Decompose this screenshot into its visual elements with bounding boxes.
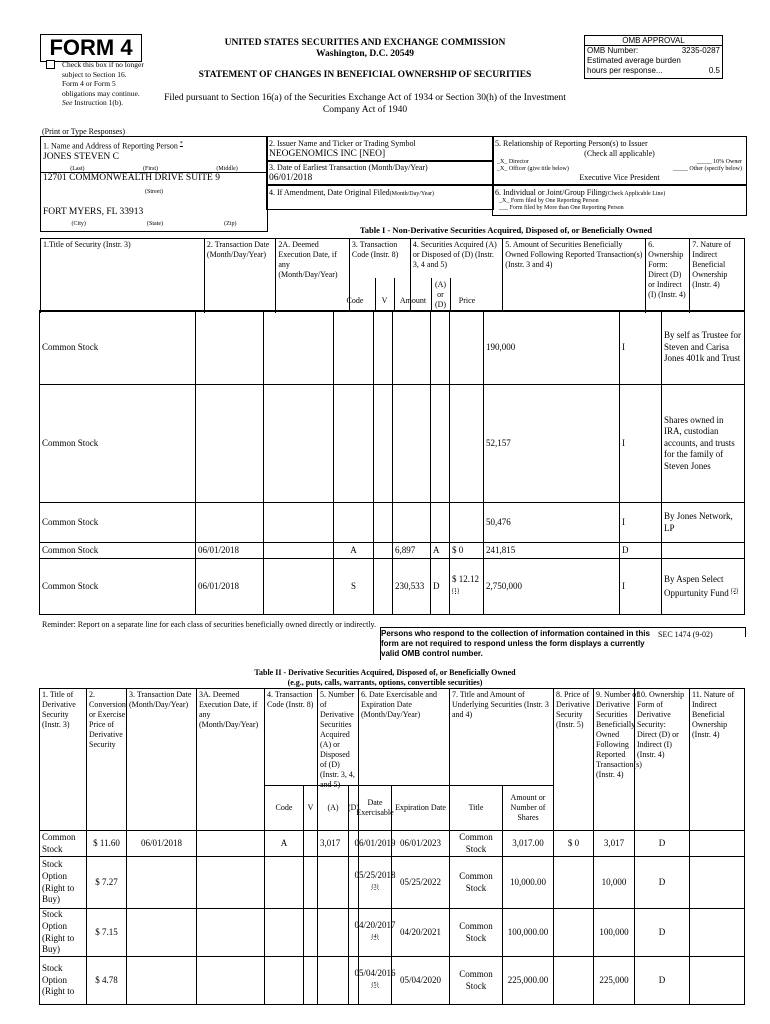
t2-deriv-price: $ 0 <box>553 830 594 857</box>
t2-owned: 225,000 <box>593 956 635 1005</box>
t1-form: I <box>619 502 662 543</box>
t1-nature: By Aspen Select Oppurtunity Fund $^{(2)}$ <box>661 558 745 615</box>
t1-owned: 50,476 <box>483 502 620 543</box>
t2-h-v: V <box>303 785 318 831</box>
other-check[interactable]: _____ Other (specify below) <box>672 166 742 172</box>
t1-deemed <box>263 310 334 385</box>
officer-title: Executive Vice President <box>579 173 660 182</box>
t2-title: Stock Option (Right to Buy) <box>39 908 87 957</box>
box5-sub: (Check all applicable) <box>584 149 655 158</box>
t1-code: S <box>333 558 374 615</box>
t1-aord: D <box>430 558 450 615</box>
t1-date <box>195 502 264 543</box>
t1-aord <box>430 502 450 543</box>
t2-title: Stock Option (Right to <box>39 956 87 1005</box>
table-row <box>40 909 745 957</box>
t1-form: I <box>619 558 662 615</box>
t2-nature <box>689 956 745 1005</box>
t2-underlying: Common Stock <box>449 908 503 957</box>
box-issuer <box>266 136 494 162</box>
omb-notice: Persons who respond to the collection of information contained in this form are not required to respond unless the form displays a currently valid OMB control number. <box>381 629 650 658</box>
t1-aord: A <box>430 542 450 559</box>
t2-v <box>303 856 318 909</box>
reporting-address: 12701 COMMONWEALTH DRIVE SUITE 9 <box>43 172 220 183</box>
t1-nature: By Jones Network, LP <box>661 502 745 543</box>
t2-nature <box>689 908 745 957</box>
more-person-option[interactable]: ___ Form filed by More than One Reporting Person <box>499 205 624 211</box>
t2-acquired: 3,017 <box>317 830 349 857</box>
t2-code: A <box>264 830 304 857</box>
t1-v <box>373 542 393 559</box>
t2-date <box>126 956 197 1005</box>
t2-h-code: Code <box>264 785 304 831</box>
box1-label: 1. Name and Address of Reporting Person * <box>43 141 183 151</box>
box5-label: 5. Relationship of Reporting Person(s) to Issuer <box>495 139 648 148</box>
box3-label: 3. Date of Earliest Transaction (Month/Day/Year) <box>269 163 428 172</box>
t1-h-price: Price <box>458 296 476 305</box>
t2-h-c6: 6. Date Exercisable and Expiration Date (Month/Day/Year) <box>358 688 450 786</box>
t2-h-a: (A) <box>317 785 349 831</box>
t2-underlying: Common Stock <box>449 856 503 909</box>
street-label: (Street) <box>145 188 163 195</box>
t1-amount: 230,533 <box>392 558 431 615</box>
t2-underlying: Common Stock <box>449 830 503 857</box>
t1-h-amount-owned: 5. Amount of Securities Beneficially Owned Following Reported Transaction(s) (Instr. 3 and 4) <box>503 239 646 312</box>
table-row <box>40 503 745 543</box>
reminder-text: Reminder: Report on a separate line for each class of securities beneficially owned directly or indirectly. <box>42 620 377 629</box>
t1-title: Common Stock <box>39 542 196 559</box>
agency-location: Washington, D.C. 20549 <box>316 49 414 59</box>
t2-expiration: 05/25/2022 <box>391 856 450 909</box>
reporting-city-state: FORT MYERS, FL 33913 <box>43 206 144 217</box>
form-title: FORM 4 <box>40 34 142 62</box>
omb-approval-box <box>584 35 723 79</box>
issuer-name: NEOGENOMICS INC [NEO] <box>269 149 386 159</box>
box-earliest-date <box>266 160 494 186</box>
sec-code: SEC 1474 (9-02) <box>658 630 713 639</box>
box6-label: 6. Individual or Joint/Group Filing(Check Applicable Line) <box>495 188 666 197</box>
t1-nature: Shares owned in IRA, custodian accounts, and trusts for the family of Steven Jones <box>661 384 745 503</box>
t2-expiration: 04/20/2021 <box>391 908 450 957</box>
t2-h-exp: Expiration Date <box>391 785 450 831</box>
t2-v <box>303 830 318 857</box>
t2-acquired <box>317 908 349 957</box>
t2-owned: 3,017 <box>593 830 635 857</box>
t2-title: Common Stock <box>39 830 87 857</box>
t2-h-c4: 4. Transaction Code (Instr. 8) <box>264 688 318 786</box>
t1-title: Common Stock <box>39 502 196 543</box>
t1-h-code-sub: Code <box>346 296 364 305</box>
t1-title: Common Stock <box>39 558 196 615</box>
t1-form: I <box>619 384 662 503</box>
t2-h-title: Title <box>449 785 503 831</box>
table-row <box>40 385 745 503</box>
t1-v <box>373 384 393 503</box>
t1-date <box>195 384 264 503</box>
omb-number-label: OMB Number: <box>587 46 639 55</box>
table-row <box>40 957 745 1005</box>
t2-code <box>264 856 304 909</box>
t1-aord <box>430 310 450 385</box>
t2-h-date_ex: Date Exercisable <box>358 785 392 831</box>
t1-v <box>373 310 393 385</box>
t1-nature: By self as Trustee for Steven and Carisa Jones 401k and Trust <box>661 310 745 385</box>
t1-h-aord: (A) or (D) <box>434 280 447 309</box>
filed-pursuant: Filed pursuant to Section 16(a) of the Securities Exchange Act of 1934 or Section 30(h) of the Investment Company Act of 1940 <box>164 93 566 115</box>
t2-amount: 100,000.00 <box>502 908 554 957</box>
t1-owned: 52,157 <box>483 384 620 503</box>
footnote-ref[interactable]: (5) <box>371 981 379 988</box>
t1-deemed <box>263 558 334 615</box>
table-row <box>40 311 745 385</box>
t2-deemed <box>196 856 265 909</box>
t1-date: 06/01/2018 <box>195 558 264 615</box>
t2-nature <box>689 830 745 857</box>
footnote-ref[interactable]: (3) <box>371 883 379 890</box>
t2-v <box>303 956 318 1005</box>
table2 <box>40 689 745 1023</box>
t1-code <box>333 310 374 385</box>
t1-form: D <box>619 542 662 559</box>
reporting-person-name: JONES STEVEN C <box>43 151 120 162</box>
t2-nature <box>689 856 745 909</box>
box-relationship <box>492 136 747 186</box>
table2-subtitle: (e.g., puts, calls, warrants, options, convertible securities) <box>287 678 483 687</box>
t2-title: Stock Option (Right to Buy) <box>39 856 87 909</box>
t1-h-code: 3. Transaction Code (Instr. 8) <box>349 239 410 312</box>
hours-label: hours per response... <box>587 66 663 75</box>
t2-form: D <box>634 956 690 1005</box>
t1-owned: 2,750,000 <box>483 558 620 615</box>
t2-owned: 10,000 <box>593 856 635 909</box>
table1-title: Table I - Non-Derivative Securities Acquired, Disposed of, or Beneficially Owned <box>359 225 653 235</box>
omb-number-value: 3235-0287 <box>681 46 720 55</box>
city-field-labels: (City) (State) (Zip) <box>71 220 237 227</box>
t1-price <box>449 384 484 503</box>
agency-name: UNITED STATES SECURITIES AND EXCHANGE COMMISSION <box>224 38 506 48</box>
t1-h-acquired: 4. Securities Acquired (A) or Disposed of (D) (Instr. 3, 4 and 5) <box>410 239 502 312</box>
t1-code: A <box>333 542 374 559</box>
t1-owned: 241,815 <box>483 542 620 559</box>
t2-date <box>126 856 197 909</box>
t2-deriv-price <box>553 908 594 957</box>
table-row <box>40 543 745 559</box>
checkbox-text: Check this box if no longer subject to Section 16. Form 4 or Form 5 obligations may continue. See Instruction 1(b). <box>62 60 144 107</box>
box4-label: 4. If Amendment, Date Original Filed(Month/Day/Year) <box>269 188 435 197</box>
t1-price <box>449 310 484 385</box>
t2-date <box>126 908 197 957</box>
t2-acquired <box>317 856 349 909</box>
box-joint-filing <box>492 184 747 216</box>
t1-amount <box>392 502 431 543</box>
statement-title: STATEMENT OF CHANGES IN BENEFICIAL OWNERSHIP OF SECURITIES <box>198 70 532 80</box>
t2-h-c7: 7. Title and Amount of Underlying Securities (Instr. 3 and 4) <box>449 688 554 786</box>
footnote-ref[interactable]: (4) <box>371 933 379 940</box>
t2-deriv-price <box>553 856 594 909</box>
table-row <box>40 559 745 615</box>
t2-h-c5: 5. Number of Derivative Securities Acquired (A) or Disposed of (D) (Instr. 3, 4, and 5) <box>317 688 359 831</box>
t1-h-ownership-form: 6. Ownership Form: Direct (D) or Indirect (I) (Instr. 4) <box>646 239 690 312</box>
t1-h-nature: 7. Nature of Indirect Beneficial Ownership (Instr. 4) <box>690 239 745 312</box>
t1-h-v: V <box>381 296 388 305</box>
box-reporting-person <box>40 136 268 232</box>
t1-deemed <box>263 542 334 559</box>
t2-deemed <box>196 830 265 857</box>
t1-amount: 6,897 <box>392 542 431 559</box>
footnote-ref[interactable]: (1) <box>452 587 459 594</box>
director-check[interactable]: _X_ Director <box>497 159 529 165</box>
t1-date: 06/01/2018 <box>195 542 264 559</box>
t1-title: Common Stock <box>39 310 196 385</box>
t2-code <box>264 908 304 957</box>
t1-price: $ 0 <box>449 542 484 559</box>
t2-price: $ 7.27 <box>86 856 127 909</box>
t2-exercisable: 06/01/2019 <box>358 830 392 857</box>
t1-v <box>373 502 393 543</box>
burden-label: Estimated average burden <box>587 56 681 65</box>
t2-h-c3: 3. Transaction Date (Month/Day/Year) <box>126 688 197 831</box>
t1-form: I <box>619 310 662 385</box>
one-person-option[interactable]: _X_ Form filed by One Reporting Person <box>499 198 599 204</box>
footnote-ref[interactable]: (2) <box>731 587 739 594</box>
t2-deemed <box>196 908 265 957</box>
t1-amount <box>392 310 431 385</box>
t1-title: Common Stock <box>39 384 196 503</box>
t2-form: D <box>634 856 690 909</box>
t1-deemed <box>263 502 334 543</box>
t1-nature <box>661 542 745 559</box>
t2-deriv-price <box>553 956 594 1005</box>
t2-form: D <box>634 830 690 857</box>
t2-date: 06/01/2018 <box>126 830 197 857</box>
t2-h-c11: 11. Nature of Indirect Beneficial Ownership (Instr. 4) <box>689 688 745 831</box>
t2-price: $ 11.60 <box>86 830 127 857</box>
t1-owned: 190,000 <box>483 310 620 385</box>
t2-deemed <box>196 956 265 1005</box>
t1-h-title: 1.Title of Security (Instr. 3) <box>41 239 205 312</box>
t1-aord <box>430 384 450 503</box>
t2-h-c2: 2. Conversion or Exercise Price of Derivative Security <box>86 688 127 831</box>
t1-code <box>333 502 374 543</box>
t2-amount: 225,000.00 <box>502 956 554 1005</box>
ten-pct-check[interactable]: _____ 10% Owner <box>696 159 742 165</box>
t2-h-d: (D) <box>348 785 359 831</box>
t2-acquired <box>317 956 349 1005</box>
t2-expiration: 05/04/2020 <box>391 956 450 1005</box>
t2-form: D <box>634 908 690 957</box>
t2-h-c1: 1. Title of Derivative Security (Instr. 3) <box>39 688 87 831</box>
t1-h-date: 2. Transaction Date (Month/Day/Year) <box>204 239 275 312</box>
t2-underlying: Common Stock <box>449 956 503 1005</box>
table2-title: Table II - Derivative Securities Acquired, Disposed of, or Beneficially Owned <box>254 668 516 677</box>
officer-check[interactable]: _X_ Officer (give title below) <box>497 166 569 172</box>
t2-h-c10: 10. Ownership Form of Derivative Security: Direct (D) or Indirect (I) (Instr. 4) <box>634 688 690 831</box>
t2-expiration: 06/01/2023 <box>391 830 450 857</box>
t2-h-amt: Amount or Number of Shares <box>502 785 554 831</box>
table-row <box>40 831 745 857</box>
omb-title: OMB APPROVAL <box>585 36 722 46</box>
box2-label: 2. Issuer Name and Ticker or Trading Symbol <box>269 139 416 148</box>
t2-h-c8: 8. Price of Derivative Security (Instr. 5) <box>553 688 594 831</box>
t2-exercisable: 04/20/2017 $^{(4)}$ <box>358 908 392 957</box>
earliest-transaction-date: 06/01/2018 <box>269 173 313 183</box>
t1-date <box>195 310 264 385</box>
t2-h-c9: 9. Number of Derivative Securities Beneficially Owned Following Reported Transaction(s) (Instr. 4) <box>593 688 635 831</box>
name-field-labels: (Last) (First) (Middle) <box>70 165 238 172</box>
t2-amount: 10,000.00 <box>502 856 554 909</box>
hours-value: 0.5 <box>708 66 720 75</box>
t1-amount <box>392 384 431 503</box>
t2-exercisable: 05/04/2016 $^{(5)}$ <box>358 956 392 1005</box>
t2-owned: 100,000 <box>593 908 635 957</box>
t1-price <box>449 502 484 543</box>
print-type: (Print or Type Responses) <box>42 127 126 136</box>
t1-code <box>333 384 374 503</box>
box-amendment <box>266 184 494 210</box>
t1-h-deemed: 2A. Deemed Execution Date, if any (Month/Day/Year) <box>276 239 350 312</box>
t1-deemed <box>263 384 334 503</box>
t2-v <box>303 908 318 957</box>
table-row <box>40 857 745 909</box>
t1-h-amount: Amount <box>399 296 427 305</box>
t2-amount: 3,017.00 <box>502 830 554 857</box>
t1-v <box>373 558 393 615</box>
t2-price: $ 7.15 <box>86 908 127 957</box>
t2-h-c3a: 3A. Deemed Execution Date, if any (Month/Day/Year) <box>196 688 265 831</box>
t1-price: $ 12.12 $^{(1)}$ <box>449 558 484 615</box>
no-longer-subject-checkbox[interactable] <box>46 60 55 69</box>
t2-exercisable: 05/25/2018 $^{(3)}$ <box>358 856 392 909</box>
t2-price: $ 4.78 <box>86 956 127 1005</box>
t2-code <box>264 956 304 1005</box>
